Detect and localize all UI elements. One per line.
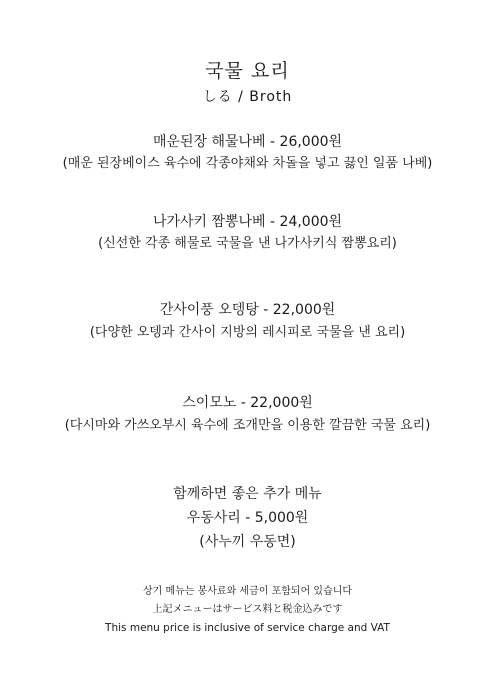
addon-heading: 함께하면 좋은 추가 메뉴 [173, 486, 322, 502]
menu-item-name: 매운된장 해물나베 - 26,000원 [152, 134, 343, 150]
menu-item-name: 스이모노 - 22,000원 [182, 395, 313, 411]
menu-item-name: 간사이풍 오뎅탕 - 22,000원 [159, 302, 336, 318]
footer-note-korean: 상기 메뉴는 봉사료와 세금이 포함되어 있습니다 [142, 586, 353, 597]
menu-item-description: (다시마와 가쓰오부시 육수에 조개만을 이용한 깔끔한 국물 요리) [64, 418, 431, 433]
page-subtitle: しる / Broth [202, 89, 293, 105]
menu-item-name: 나가사키 짬뽕나베 - 24,000원 [152, 214, 343, 230]
addon-item-name: 우동사리 - 5,000원 [186, 510, 309, 526]
menu-item-description: (신선한 각종 해물로 국물을 낸 나가사키식 짬뽕요리) [98, 236, 397, 251]
footer-note-english: This menu price is inclusive of service charge and VAT [105, 622, 390, 634]
menu-item-description: (매운 된장베이스 육수에 각종야채와 차돌을 넣고 끓인 일품 나베) [62, 156, 433, 171]
addon-item-description: (사누끼 우동면) [199, 534, 296, 550]
page-title: 국물 요리 [205, 60, 290, 82]
footer-note-japanese: 上記メニューはサービス料と税金込みです [152, 604, 343, 615]
menu-item-description: (다양한 오뎅과 간사이 지방의 레시피로 국물을 낸 요리) [89, 325, 406, 340]
